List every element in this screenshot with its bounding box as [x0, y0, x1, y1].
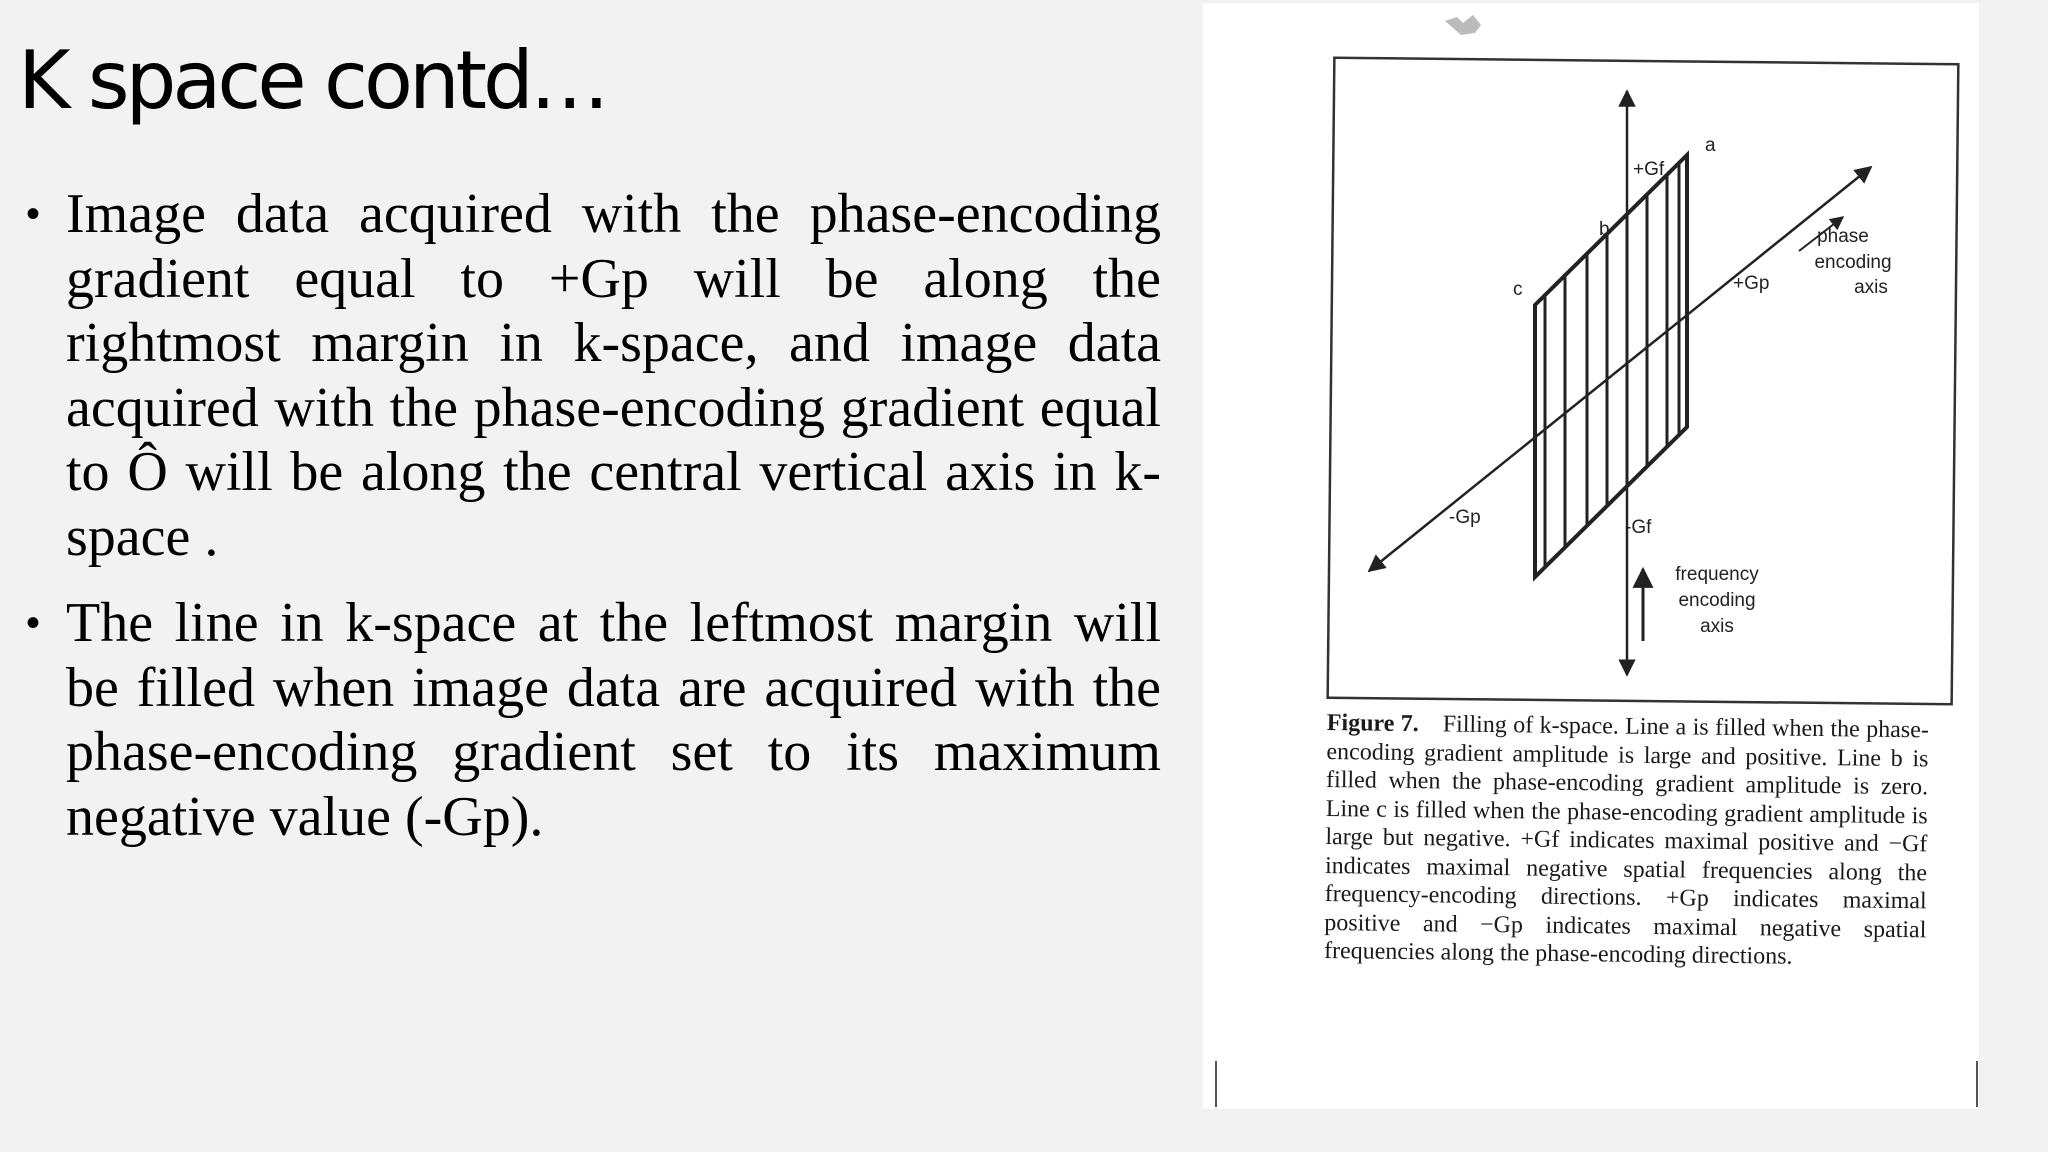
- label-c: c: [1513, 279, 1523, 300]
- frequency-axis-label-line-3: axis: [1700, 616, 1734, 637]
- label-b: b: [1599, 219, 1610, 240]
- phase-axis-line: [1369, 167, 1871, 571]
- label-minus-gp: -Gp: [1449, 507, 1481, 528]
- bullet-text: Image data acquired with the phase-encoding gradient equal to +Gp will be along the rightmost margin in k-space, and image data acquired with the phase-encoding gradient equal to Ô will be along the central vertical axis in k-space .: [66, 183, 1161, 568]
- caption-label: Figure 7.: [1326, 709, 1419, 738]
- slide-title: K space contd…: [18, 34, 606, 127]
- phase-axis-label-line-2: encoding: [1814, 252, 1892, 273]
- figure-caption: [1324, 709, 1929, 973]
- frequency-axis-label-line-2: encoding: [1678, 590, 1756, 611]
- k-space-figure: [1203, 3, 1979, 1109]
- bullet-dot-icon: •: [26, 192, 41, 236]
- bullet-list: [26, 182, 1161, 871]
- scan-speck: [1445, 15, 1481, 35]
- caption-text: Filling of k-space. Line a is filled when the phase-encoding gradient amplitude is large and positive. Line b is filled when the phase-encoding gradient amplitude is zero. Line c is filled when the phase-encoding gradient amplitude is large but negative. +Gf indicates maximal positive and −Gf indicates maximal negative spatial frequencies along the frequency-encoding directions. +Gp indicates maximal positive and −Gp indicates maximal negative spatial frequencies along the phase-encoding directions.: [1323, 711, 1929, 970]
- label-plus-gf: +Gf: [1633, 159, 1665, 180]
- k-space-lines: [1545, 163, 1679, 567]
- k-space-grid: [1535, 155, 1687, 577]
- frequency-axis-label-line-1: frequency: [1675, 564, 1759, 585]
- label-minus-gf: -Gf: [1625, 517, 1652, 538]
- bullet-item: [26, 591, 1161, 849]
- bullet-item: [26, 182, 1161, 569]
- bullet-text: The line in k-space at the leftmost margin will be filled when image data are acquired with the phase-encoding gradient set to its maximum negative value (-Gp).: [66, 592, 1161, 848]
- phase-axis-label-line-1: phase: [1817, 226, 1869, 247]
- label-a: a: [1705, 135, 1716, 156]
- bullet-dot-icon: •: [26, 601, 41, 645]
- label-plus-gp: +Gp: [1733, 273, 1770, 294]
- phase-axis-label-line-3: axis: [1854, 277, 1888, 298]
